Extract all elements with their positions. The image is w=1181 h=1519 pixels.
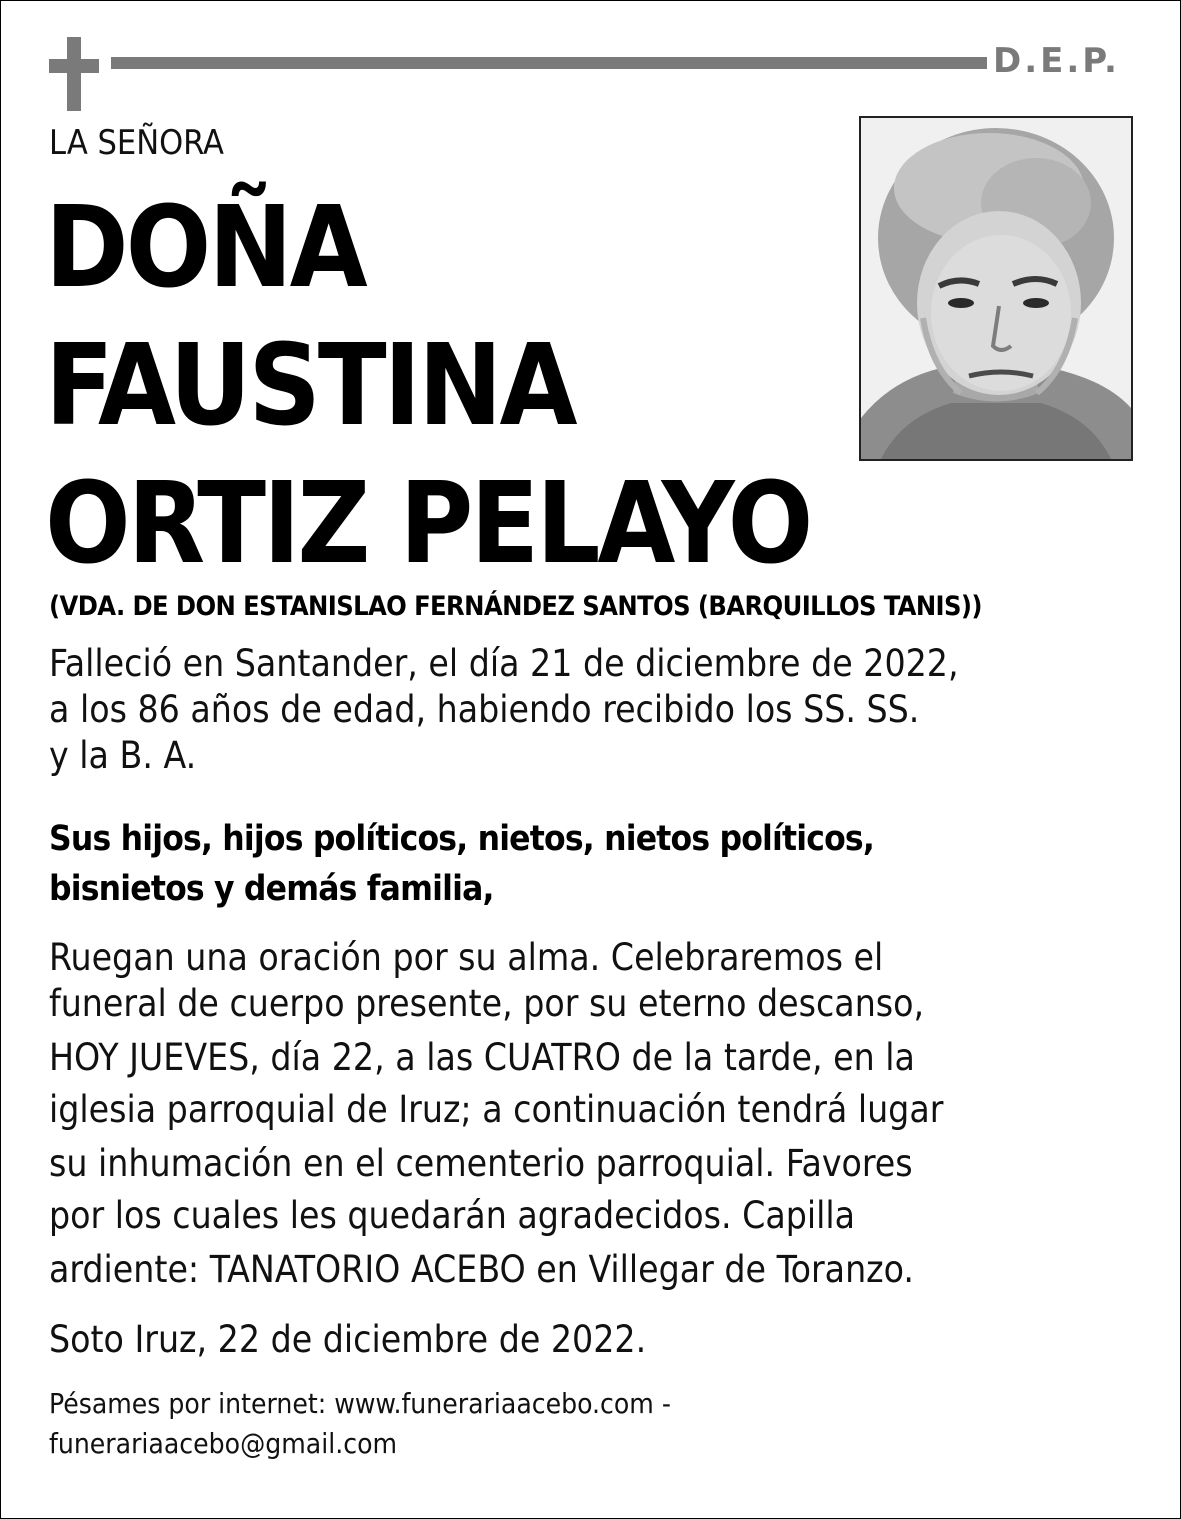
- name-line: FAUSTINA: [45, 321, 575, 451]
- death-line: a los 86 años de edad, habiendo recibido los SS. SS.: [49, 688, 920, 731]
- name-line: DOÑA: [45, 183, 365, 313]
- condolences-line: Pésames por internet: www.funerariaacebo.com -: [49, 1387, 671, 1420]
- header-rule: [111, 57, 987, 69]
- deceased-name: [45, 179, 810, 593]
- ceremony-line: Ruegan una oración por su alma. Celebraremos el: [49, 936, 884, 979]
- family-line: bisnietos y demás familia,: [49, 869, 494, 909]
- ceremony-line: su inhumación en el cementerio parroquial. Favores: [49, 1142, 913, 1185]
- ceremony-line: HOY JUEVES, día 22, a las CUATRO de la tarde, en la: [49, 1036, 915, 1079]
- ceremony-line: funeral de cuerpo presente, por su eterno descanso,: [49, 982, 925, 1025]
- portrait-photo: [859, 116, 1133, 461]
- dep-label: D.E.P.: [993, 41, 1120, 81]
- place-date: Soto Iruz, 22 de diciembre de 2022.: [49, 1318, 647, 1361]
- honorific: LA SEÑORA: [49, 123, 224, 163]
- death-line: Falleció en Santander, el día 21 de diciembre de 2022,: [49, 642, 959, 685]
- ceremony-line: iglesia parroquial de Iruz; a continuación tendrá lugar: [49, 1088, 944, 1131]
- death-line: y la B. A.: [49, 734, 197, 777]
- name-line: ORTIZ PELAYO: [45, 459, 811, 589]
- ceremony-line: por los cuales les quedarán agradecidos. Capilla: [49, 1194, 856, 1237]
- portrait-image: [861, 118, 1131, 459]
- family-line: Sus hijos, hijos políticos, nietos, nietos políticos,: [49, 819, 875, 859]
- ceremony-line: ardiente: TANATORIO ACEBO en Villegar de Toranzo.: [49, 1248, 914, 1291]
- widow-of: (VDA. DE DON ESTANISLAO FERNÁNDEZ SANTOS (BARQUILLOS TANIS)): [49, 591, 982, 622]
- condolences-line: funerariaacebo@gmail.com: [49, 1427, 398, 1460]
- cross-icon: [49, 37, 99, 111]
